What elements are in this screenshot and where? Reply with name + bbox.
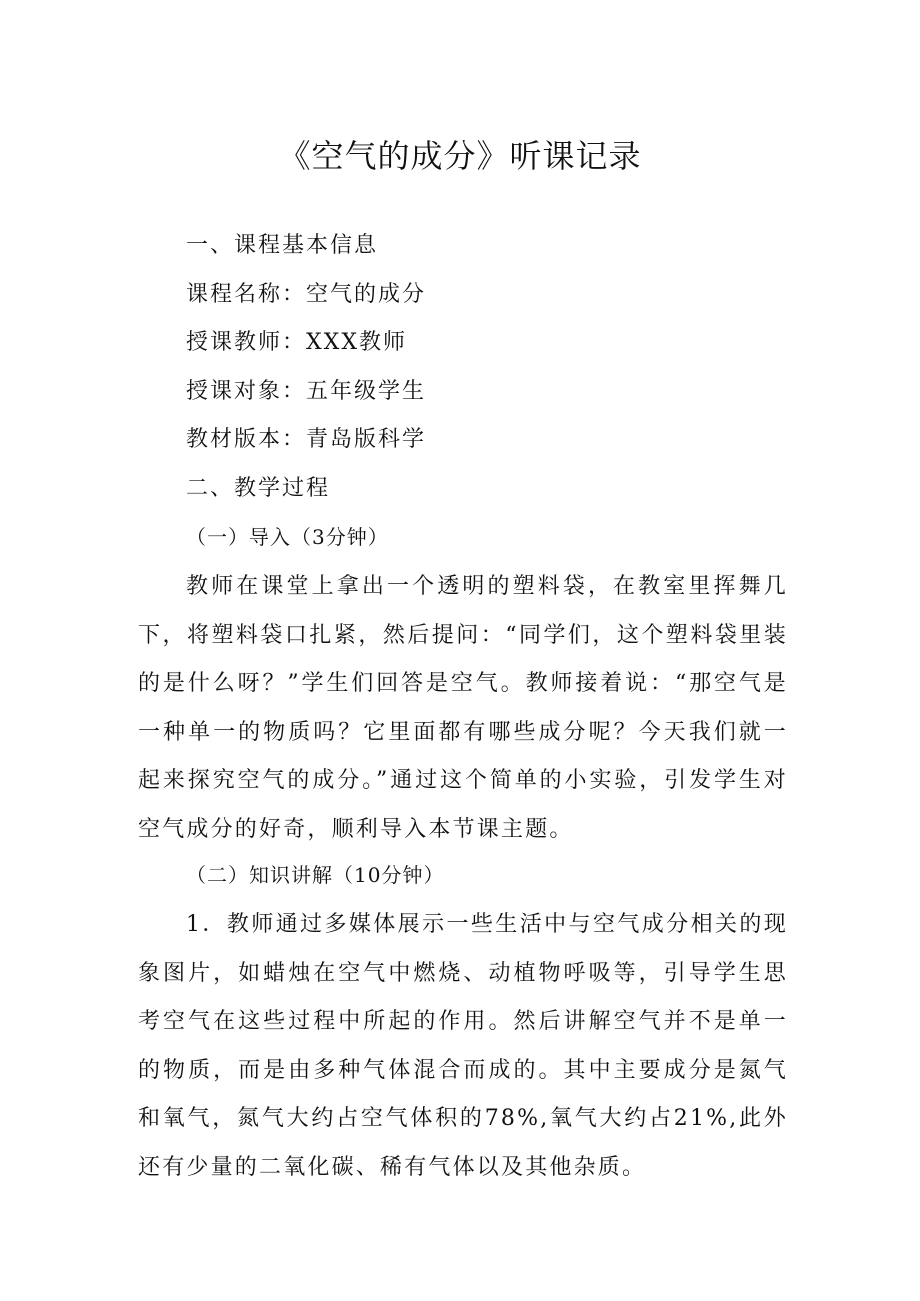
introduction-paragraph: 教师在课堂上拿出一个透明的塑料袋，在教室里挥舞几下，将塑料袋口扎紧，然后提问：“同学们，这个塑料袋里装的是什么呀？”学生们回答是空气。教师接着说：“那空气是一种单一的物质吗？它里面都有哪些成分呢？今天我们就一起来探究空气的成分。”通过这个简单的小实验，引发学生对空气成分的好奇，顺利导入本节课主题。	[138, 574, 788, 842]
audience-line: 授课对象：五年级学生	[186, 379, 427, 404]
section-heading-teaching-process: 二、教学过程	[186, 476, 331, 501]
document-title: 《空气的成分》听课记录	[278, 137, 642, 175]
course-name-line: 课程名称：空气的成分	[186, 282, 427, 307]
subsection-heading-knowledge: （二）知识讲解（10分钟）	[186, 863, 445, 887]
knowledge-paragraph: 1．教师通过多媒体展示一些生活中与空气成分相关的现象图片，如蜡烛在空气中燃烧、动植物呼吸等，引导学生思考空气在这些过程中所起的作用。然后讲解空气并不是单一的物质，而是由多种气体混合而成的。其中主要成分是氮气和氧气，氮气大约占空气体积的78%,氧气大约占21%,此外还有少量的二氧化碳、稀有气体以及其他杂质。	[138, 912, 788, 1180]
textbook-line: 教材版本：青岛版科学	[186, 427, 427, 452]
teacher-line: 授课教师：XXX教师	[186, 330, 407, 355]
subsection-heading-introduction: （一）导入（3分钟）	[186, 525, 389, 549]
section-heading-basic-info: 一、课程基本信息	[186, 233, 379, 258]
